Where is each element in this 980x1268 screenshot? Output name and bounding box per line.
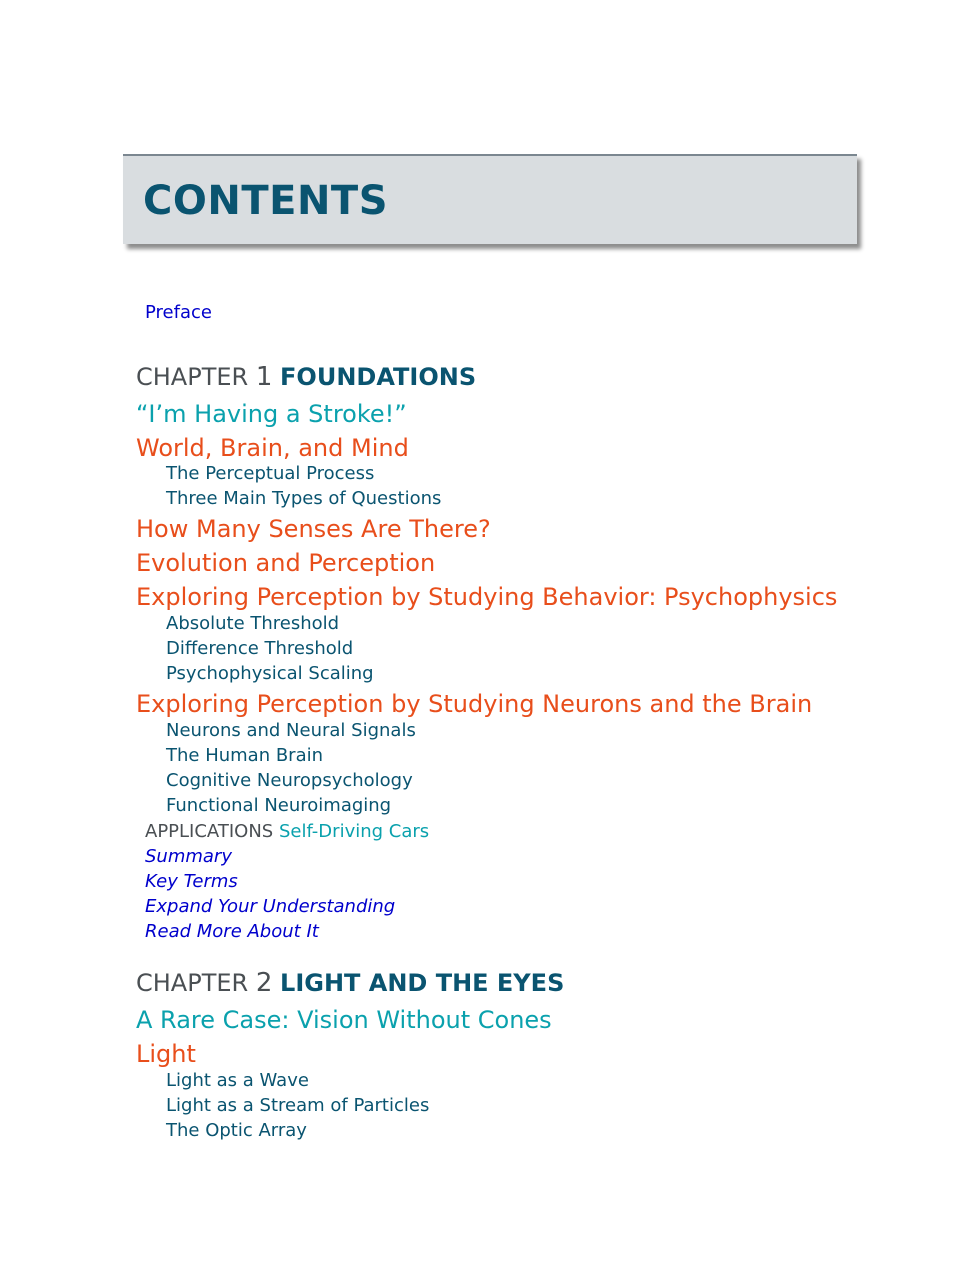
- toc-section[interactable]: Evolution and Perception: [136, 549, 436, 577]
- toc-section[interactable]: Light: [136, 1040, 196, 1068]
- toc-read-more-link[interactable]: Read More About It: [145, 921, 319, 942]
- toc-section[interactable]: How Many Senses Are There?: [136, 515, 491, 543]
- toc-expand-understanding-link[interactable]: Expand Your Understanding: [145, 896, 396, 917]
- toc-subsection[interactable]: Light as a Wave: [166, 1070, 309, 1091]
- page-title: CONTENTS: [143, 178, 389, 224]
- chapter-label: CHAPTER: [136, 969, 249, 997]
- chapter-1-opening-case[interactable]: “I’m Having a Stroke!”: [136, 400, 407, 428]
- contents-header: [123, 154, 857, 244]
- toc-subsection[interactable]: Absolute Threshold: [166, 613, 340, 634]
- chapter-number: 1: [255, 362, 273, 392]
- chapter-title: FOUNDATIONS: [280, 363, 477, 391]
- toc-key-terms-link[interactable]: Key Terms: [145, 871, 238, 892]
- toc-summary-link[interactable]: Summary: [145, 846, 232, 867]
- toc-subsection[interactable]: The Human Brain: [166, 745, 324, 766]
- chapter-number: 2: [255, 968, 273, 998]
- toc-subsection[interactable]: Psychophysical Scaling: [166, 663, 374, 684]
- toc-section[interactable]: Exploring Perception by Studying Neurons and the Brain: [136, 690, 813, 718]
- applications-label: APPLICATIONS: [145, 821, 274, 842]
- toc-subsection[interactable]: Cognitive Neuropsychology: [166, 770, 413, 791]
- applications-link[interactable]: Self-Driving Cars: [278, 821, 430, 842]
- chapter-2-heading[interactable]: [136, 968, 564, 998]
- toc-applications: [145, 821, 429, 842]
- toc-subsection[interactable]: Difference Threshold: [166, 638, 354, 659]
- toc-subsection[interactable]: Three Main Types of Questions: [166, 488, 442, 509]
- chapter-2-opening-case[interactable]: A Rare Case: Vision Without Cones: [136, 1006, 552, 1034]
- chapter-label: CHAPTER: [136, 363, 249, 391]
- toc-subsection[interactable]: The Optic Array: [166, 1120, 307, 1141]
- toc-section[interactable]: Exploring Perception by Studying Behavior: Psychophysics: [136, 583, 838, 611]
- toc-subsection[interactable]: Light as a Stream of Particles: [166, 1095, 430, 1116]
- toc-subsection[interactable]: Neurons and Neural Signals: [166, 720, 416, 741]
- chapter-title: LIGHT AND THE EYES: [280, 969, 565, 997]
- chapter-1-heading[interactable]: [136, 362, 476, 392]
- toc-preface-link[interactable]: Preface: [145, 302, 212, 323]
- toc-subsection[interactable]: The Perceptual Process: [166, 463, 375, 484]
- toc-subsection[interactable]: Functional Neuroimaging: [166, 795, 392, 816]
- toc-section[interactable]: World, Brain, and Mind: [136, 434, 409, 462]
